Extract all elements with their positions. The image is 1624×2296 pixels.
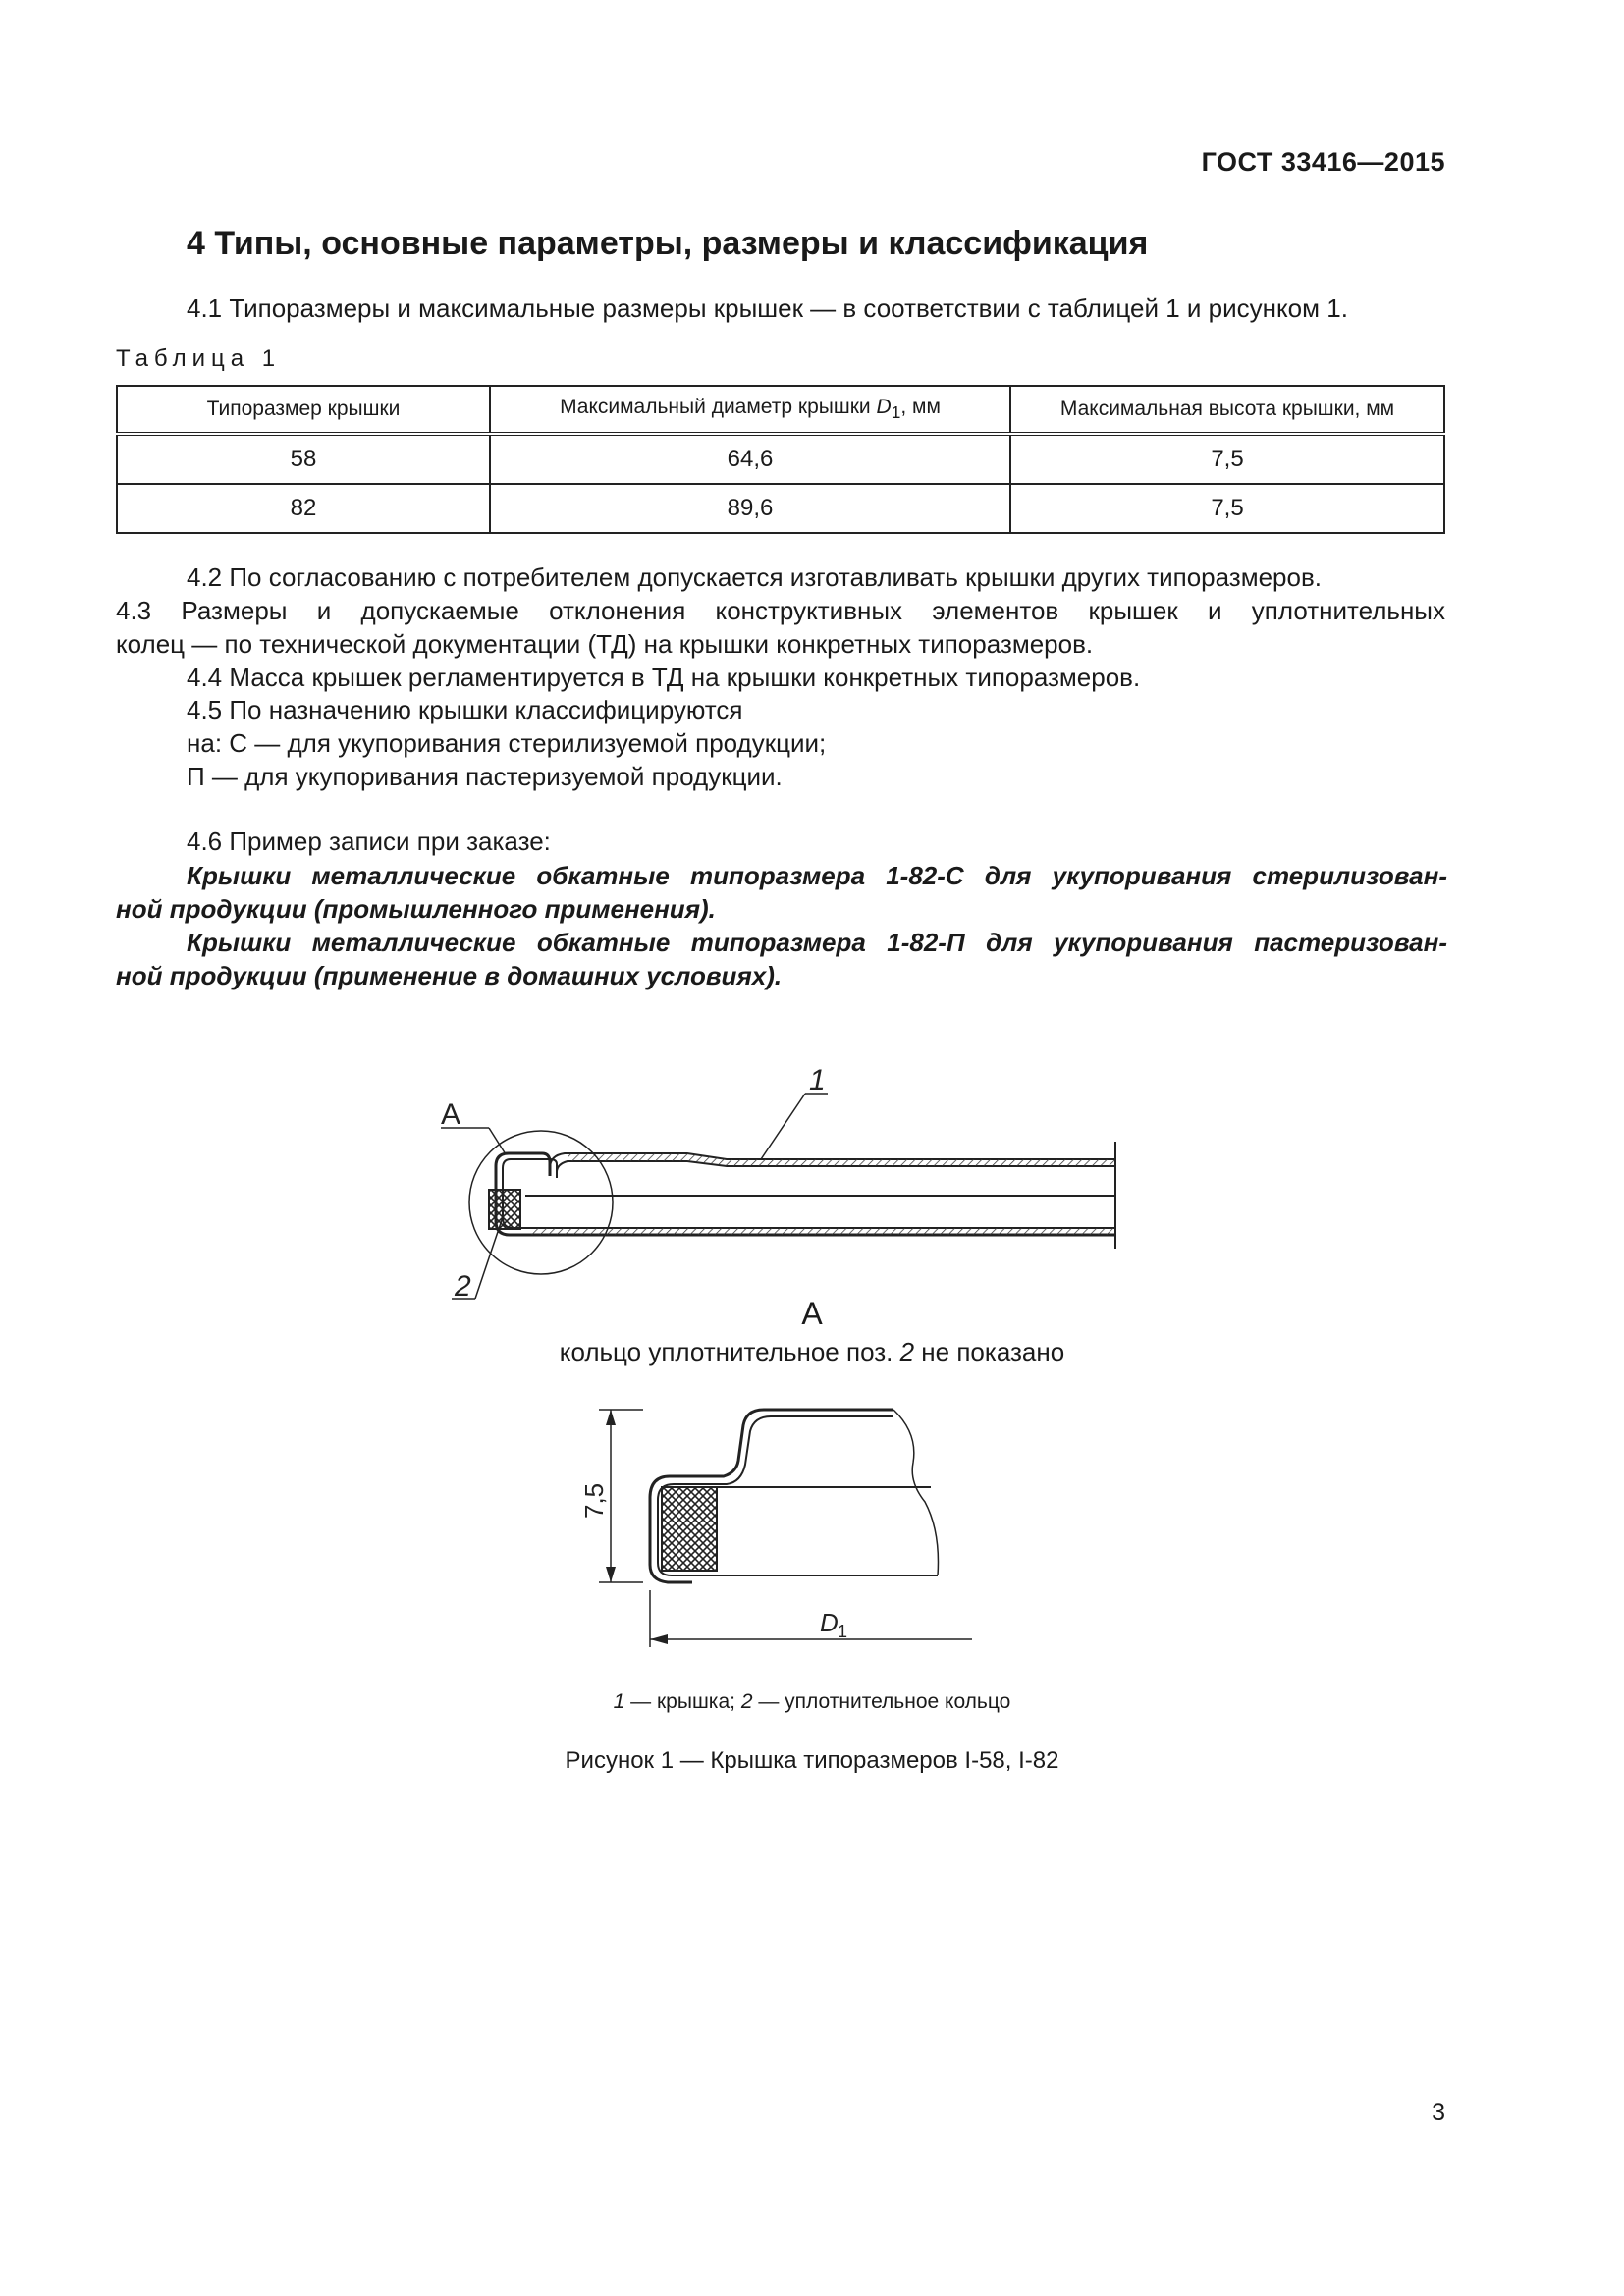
dim-d1-subscript: 1 xyxy=(838,1622,848,1641)
standard-designation: ГОСТ 33416—2015 xyxy=(1201,147,1445,177)
view-a-note xyxy=(419,1337,1205,1367)
cell-size: 82 xyxy=(117,484,490,533)
paragraph-4-3-line1: 4.3 Размеры и допускаемые отклонения конструктивных элементов крышек и уплотнительных xyxy=(116,596,1445,625)
legend-text-1: — крышка; xyxy=(624,1690,741,1713)
lid-section-view xyxy=(441,1094,1115,1299)
sealing-ring xyxy=(489,1190,520,1229)
section-heading: 4 Типы, основные параметры, размеры и классификация xyxy=(187,225,1149,262)
cell-diameter: 89,6 xyxy=(490,484,1010,533)
page-number: 3 xyxy=(1432,2099,1445,2126)
cell-height: 7,5 xyxy=(1010,434,1444,484)
paragraph-4-5: 4.5 По назначению крышки классифицируются xyxy=(187,695,743,724)
figure-legend xyxy=(419,1690,1205,1714)
cell-diameter: 64,6 xyxy=(490,434,1010,484)
legend-num-2: 2 xyxy=(740,1690,753,1713)
d-subscript: 1 xyxy=(891,402,901,423)
figure-caption: Рисунок 1 — Крышка типоразмеров I-58, I-82 xyxy=(565,1747,1059,1774)
d-symbol: D xyxy=(876,395,892,418)
order-example-2-line2: ной продукции (применение в домашних условиях). xyxy=(116,961,783,990)
col-header-diameter-text: Максимальный диаметр крышки xyxy=(560,395,877,418)
detail-a-view xyxy=(599,1410,972,1647)
paragraph-4-4: 4.4 Масса крышек регламентируется в ТД на крышки конкретных типоразмеров. xyxy=(187,663,1141,692)
legend-num-1: 1 xyxy=(613,1690,625,1713)
view-a-note-end: не показано xyxy=(914,1337,1065,1366)
order-example-2-line1: Крышки металлические обкатные типоразмера 1-82-П для укупоривания пастеризован- xyxy=(187,928,1447,957)
label-1: 1 xyxy=(809,1064,826,1096)
sealing-ring-detail xyxy=(662,1487,717,1571)
col-header-diameter-unit: , мм xyxy=(900,395,941,418)
col-header-height: Максимальная высота крышки, мм xyxy=(1010,386,1444,434)
classification-p: П — для укупоривания пастеризуемой продукции. xyxy=(187,762,783,791)
label-2: 2 xyxy=(455,1270,471,1303)
cell-size: 58 xyxy=(117,434,490,484)
label-a: А xyxy=(441,1098,461,1131)
cell-height: 7,5 xyxy=(1010,484,1444,533)
paragraph-4-6: 4.6 Пример записи при заказе: xyxy=(187,827,551,856)
classification-c: на: С — для укупоривания стерилизуемой продукции; xyxy=(187,728,827,758)
order-example-1-line2: ной продукции (промышленного применения). xyxy=(116,894,716,924)
legend-text-2: — уплотнительное кольцо xyxy=(752,1690,1011,1713)
paragraph-4-3-line2: колец — по технической документации (ТД) на крышки конкретных типоразмеров. xyxy=(116,629,1094,659)
col-header-size: Типоразмер крышки xyxy=(117,386,490,434)
paragraph-4-2: 4.2 По согласованию с потребителем допускается изготавливать крышки других типоразмеров. xyxy=(187,562,1322,592)
paragraph-4-1: 4.1 Типоразмеры и максимальные размеры крышек — в соответствии с таблицей 1 и рисунком 1. xyxy=(187,294,1348,323)
dim-d1-symbol: D xyxy=(820,1608,839,1637)
dim-height-value: 7,5 xyxy=(579,1482,609,1519)
view-a-note-num: 2 xyxy=(899,1337,915,1366)
order-example-1-line1: Крышки металлические обкатные типоразмера 1-82-С для укупоривания стерилизован- xyxy=(187,861,1447,890)
view-a-note-text: кольцо уплотнительное поз. xyxy=(559,1337,900,1366)
table-caption: Таблица 1 xyxy=(116,346,282,372)
view-a-title: А xyxy=(801,1296,823,1331)
